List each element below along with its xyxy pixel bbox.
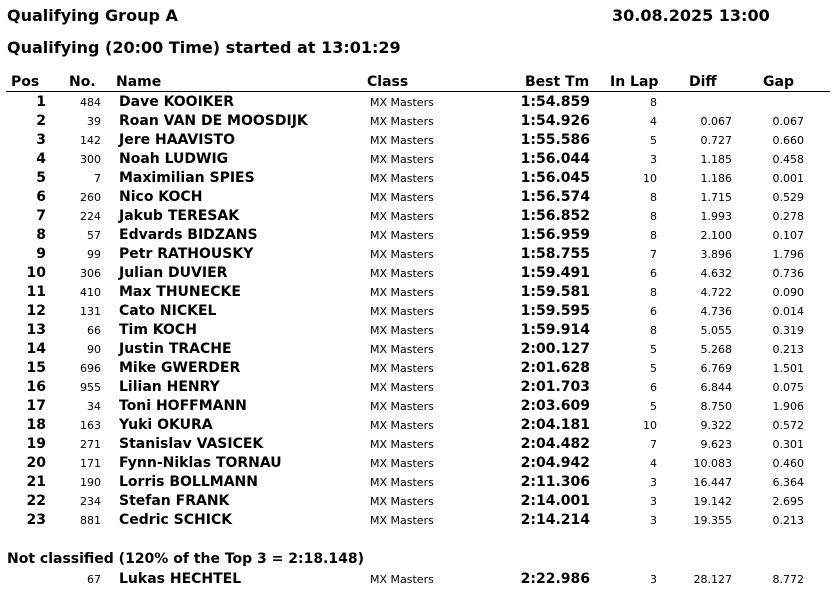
in-lap-cell: 5 — [650, 362, 657, 375]
class-cell: MX Masters — [370, 362, 434, 375]
header-gap: Gap — [763, 74, 794, 90]
diff-cell: 19.355 — [693, 514, 732, 527]
class-cell: MX Masters — [370, 286, 434, 299]
table-row — [0, 397, 836, 416]
rider-name-cell: Yuki OKURA — [119, 417, 213, 433]
number-cell: 57 — [87, 229, 101, 242]
best-time-cell: 2:00.127 — [520, 341, 590, 357]
class-cell: MX Masters — [370, 438, 434, 451]
in-lap-cell: 8 — [650, 324, 657, 337]
in-lap-cell: 5 — [650, 400, 657, 413]
best-time-cell: 1:54.926 — [520, 113, 590, 129]
in-lap-cell: 8 — [650, 96, 657, 109]
class-cell: MX Masters — [370, 115, 434, 128]
diff-cell: 9.322 — [700, 419, 732, 432]
table-row — [0, 226, 836, 245]
position-cell: 21 — [26, 474, 46, 490]
gap-cell: 2.695 — [772, 495, 804, 508]
header-class: Class — [367, 74, 409, 90]
gap-cell: 8.772 — [772, 573, 804, 586]
number-cell: 163 — [80, 419, 101, 432]
best-time-cell: 1:58.755 — [520, 246, 590, 262]
gap-cell: 1.796 — [772, 248, 804, 261]
number-cell: 190 — [80, 476, 101, 489]
position-cell: 13 — [26, 322, 46, 338]
rider-name-cell: Lukas HECHTEL — [119, 571, 242, 587]
position-cell: 3 — [36, 132, 46, 148]
position-cell: 5 — [36, 170, 46, 186]
table-row — [0, 359, 836, 378]
best-time-cell: 1:56.045 — [520, 170, 590, 186]
rider-name-cell: Stefan FRANK — [119, 493, 230, 509]
best-time-cell: 2:04.482 — [520, 436, 590, 452]
rider-name-cell: Toni HOFFMANN — [119, 398, 247, 414]
table-row — [0, 340, 836, 359]
best-time-cell: 1:55.586 — [520, 132, 590, 148]
position-cell: 18 — [26, 417, 46, 433]
table-row — [0, 207, 836, 226]
gap-cell: 0.213 — [772, 343, 804, 356]
class-cell: MX Masters — [370, 381, 434, 394]
number-cell: 881 — [80, 514, 101, 527]
table-row — [0, 264, 836, 283]
table-row — [0, 188, 836, 207]
in-lap-cell: 6 — [650, 381, 657, 394]
diff-cell: 8.750 — [700, 400, 732, 413]
diff-cell: 16.447 — [693, 476, 732, 489]
class-cell: MX Masters — [370, 457, 434, 470]
class-cell: MX Masters — [370, 153, 434, 166]
best-time-cell: 2:01.628 — [520, 360, 590, 376]
rider-name-cell: Nico KOCH — [119, 189, 203, 205]
session-subtitle: Qualifying (20:00 Time) started at 13:01:29 — [7, 38, 401, 57]
table-row — [0, 454, 836, 473]
class-cell: MX Masters — [370, 267, 434, 280]
rider-name-cell: Julian DUVIER — [119, 265, 228, 281]
number-cell: 142 — [80, 134, 101, 147]
table-row — [0, 321, 836, 340]
best-time-cell: 2:14.001 — [520, 493, 590, 509]
number-cell: 224 — [80, 210, 101, 223]
class-cell: MX Masters — [370, 400, 434, 413]
gap-cell: 1.906 — [772, 400, 804, 413]
in-lap-cell: 8 — [650, 229, 657, 242]
gap-cell: 0.075 — [772, 381, 804, 394]
diff-cell: 6.769 — [700, 362, 732, 375]
table-row — [0, 131, 836, 150]
position-cell: 11 — [26, 284, 46, 300]
best-time-cell: 1:56.574 — [520, 189, 590, 205]
rider-name-cell: Roan VAN DE MOOSDIJK — [119, 113, 308, 129]
rider-name-cell: Max THUNECKE — [119, 284, 241, 300]
number-cell: 39 — [87, 115, 101, 128]
diff-cell: 4.632 — [700, 267, 732, 280]
position-cell: 1 — [36, 94, 46, 110]
number-cell: 484 — [80, 96, 101, 109]
best-time-cell: 2:04.942 — [520, 455, 590, 471]
gap-cell: 0.107 — [772, 229, 804, 242]
number-cell: 7 — [94, 172, 101, 185]
in-lap-cell: 6 — [650, 267, 657, 280]
header-best-time: Best Tm — [525, 74, 590, 90]
gap-cell: 0.001 — [772, 172, 804, 185]
best-time-cell: 2:22.986 — [520, 571, 590, 587]
diff-cell: 0.727 — [700, 134, 732, 147]
best-time-cell: 1:54.859 — [520, 94, 590, 110]
rider-name-cell: Justin TRACHE — [119, 341, 232, 357]
rider-name-cell: Stanislav VASICEK — [119, 436, 264, 452]
rider-name-cell: Edvards BIDZANS — [119, 227, 258, 243]
header-no: No. — [69, 74, 96, 90]
rider-name-cell: Jakub TERESAK — [119, 208, 240, 224]
in-lap-cell: 3 — [650, 514, 657, 527]
gap-cell: 0.014 — [772, 305, 804, 318]
number-cell: 171 — [80, 457, 101, 470]
in-lap-cell: 5 — [650, 134, 657, 147]
diff-cell: 1.993 — [700, 210, 732, 223]
best-time-cell: 1:59.595 — [520, 303, 590, 319]
page-title: Qualifying Group A — [7, 6, 178, 25]
gap-cell: 0.529 — [772, 191, 804, 204]
number-cell: 234 — [80, 495, 101, 508]
position-cell: 4 — [36, 151, 46, 167]
number-cell: 306 — [80, 267, 101, 280]
best-time-cell: 2:14.214 — [520, 512, 590, 528]
table-row — [0, 112, 836, 131]
diff-cell: 1.715 — [700, 191, 732, 204]
in-lap-cell: 3 — [650, 476, 657, 489]
gap-cell: 0.213 — [772, 514, 804, 527]
rider-name-cell: Jere HAAVISTO — [119, 132, 235, 148]
gap-cell: 0.319 — [772, 324, 804, 337]
position-cell: 16 — [26, 379, 46, 395]
rider-name-cell: Lorris BOLLMANN — [119, 474, 258, 490]
number-cell: 90 — [87, 343, 101, 356]
in-lap-cell: 4 — [650, 115, 657, 128]
rider-name-cell: Maximilian SPIES — [119, 170, 255, 186]
session-datetime: 30.08.2025 13:00 — [612, 6, 770, 25]
number-cell: 696 — [80, 362, 101, 375]
position-cell: 7 — [36, 208, 46, 224]
table-row — [0, 416, 836, 435]
header-name: Name — [116, 74, 162, 90]
not-classified-label: Not classified (120% of the Top 3 = 2:18.148) — [7, 551, 364, 567]
header-diff: Diff — [689, 74, 717, 90]
number-cell: 955 — [80, 381, 101, 394]
rider-name-cell: Petr RATHOUSKY — [119, 246, 254, 262]
best-time-cell: 2:04.181 — [520, 417, 590, 433]
class-cell: MX Masters — [370, 134, 434, 147]
diff-cell: 4.722 — [700, 286, 732, 299]
position-cell: 23 — [26, 512, 46, 528]
position-cell: 2 — [36, 113, 46, 129]
best-time-cell: 1:56.044 — [520, 151, 590, 167]
best-time-cell: 1:59.914 — [520, 322, 590, 338]
diff-cell: 6.844 — [700, 381, 732, 394]
in-lap-cell: 8 — [650, 191, 657, 204]
table-row — [0, 511, 836, 530]
gap-cell: 0.736 — [772, 267, 804, 280]
in-lap-cell: 10 — [643, 172, 657, 185]
number-cell: 131 — [80, 305, 101, 318]
rider-name-cell: Noah LUDWIG — [119, 151, 229, 167]
position-cell: 17 — [26, 398, 46, 414]
gap-cell: 1.501 — [772, 362, 804, 375]
diff-cell: 3.896 — [700, 248, 732, 261]
in-lap-cell: 5 — [650, 343, 657, 356]
table-row — [0, 245, 836, 264]
table-row — [0, 473, 836, 492]
in-lap-cell: 8 — [650, 210, 657, 223]
number-cell: 66 — [87, 324, 101, 337]
in-lap-cell: 7 — [650, 248, 657, 261]
gap-cell: 0.572 — [772, 419, 804, 432]
number-cell: 410 — [80, 286, 101, 299]
class-cell: MX Masters — [370, 495, 434, 508]
diff-cell: 5.055 — [700, 324, 732, 337]
diff-cell: 10.083 — [693, 457, 732, 470]
best-time-cell: 2:01.703 — [520, 379, 590, 395]
gap-cell: 0.660 — [772, 134, 804, 147]
rider-name-cell: Dave KOOIKER — [119, 94, 234, 110]
in-lap-cell: 8 — [650, 286, 657, 299]
diff-cell: 2.100 — [700, 229, 732, 242]
number-cell: 271 — [80, 438, 101, 451]
table-row — [0, 283, 836, 302]
class-cell: MX Masters — [370, 324, 434, 337]
class-cell: MX Masters — [370, 514, 434, 527]
number-cell: 300 — [80, 153, 101, 166]
position-cell: 22 — [26, 493, 46, 509]
class-cell: MX Masters — [370, 210, 434, 223]
number-cell: 260 — [80, 191, 101, 204]
best-time-cell: 1:56.959 — [520, 227, 590, 243]
table-row — [0, 93, 836, 112]
in-lap-cell: 7 — [650, 438, 657, 451]
number-cell: 99 — [87, 248, 101, 261]
class-cell: MX Masters — [370, 419, 434, 432]
class-cell: MX Masters — [370, 573, 434, 586]
best-time-cell: 2:11.306 — [520, 474, 590, 490]
position-cell: 20 — [26, 455, 46, 471]
header-in-lap: In Lap — [610, 74, 659, 90]
diff-cell: 1.186 — [700, 172, 732, 185]
class-cell: MX Masters — [370, 172, 434, 185]
diff-cell: 5.268 — [700, 343, 732, 356]
class-cell: MX Masters — [370, 476, 434, 489]
rider-name-cell: Fynn-Niklas TORNAU — [119, 455, 282, 471]
diff-cell: 0.067 — [700, 115, 732, 128]
table-row — [0, 492, 836, 511]
diff-cell: 28.127 — [693, 573, 732, 586]
diff-cell: 19.142 — [693, 495, 732, 508]
gap-cell: 0.460 — [772, 457, 804, 470]
position-cell: 6 — [36, 189, 46, 205]
gap-cell: 0.458 — [772, 153, 804, 166]
rider-name-cell: Cato NICKEL — [119, 303, 217, 319]
in-lap-cell: 4 — [650, 457, 657, 470]
number-cell: 34 — [87, 400, 101, 413]
table-row — [0, 169, 836, 188]
table-row — [0, 378, 836, 397]
gap-cell: 0.301 — [772, 438, 804, 451]
in-lap-cell: 3 — [650, 495, 657, 508]
class-cell: MX Masters — [370, 229, 434, 242]
class-cell: MX Masters — [370, 343, 434, 356]
in-lap-cell: 3 — [650, 153, 657, 166]
diff-cell: 1.185 — [700, 153, 732, 166]
class-cell: MX Masters — [370, 305, 434, 318]
rider-name-cell: Mike GWERDER — [119, 360, 241, 376]
in-lap-cell: 6 — [650, 305, 657, 318]
rider-name-cell: Cedric SCHICK — [119, 512, 233, 528]
position-cell: 15 — [26, 360, 46, 376]
position-cell: 8 — [36, 227, 46, 243]
position-cell: 10 — [26, 265, 46, 281]
in-lap-cell: 10 — [643, 419, 657, 432]
table-row — [0, 150, 836, 169]
best-time-cell: 1:59.581 — [520, 284, 590, 300]
rider-name-cell: Lilian HENRY — [119, 379, 220, 395]
best-time-cell: 1:56.852 — [520, 208, 590, 224]
table-row — [0, 302, 836, 321]
position-cell: 9 — [36, 246, 46, 262]
position-cell: 19 — [26, 436, 46, 452]
best-time-cell: 1:59.491 — [520, 265, 590, 281]
diff-cell: 4.736 — [700, 305, 732, 318]
position-cell: 12 — [26, 303, 46, 319]
position-cell: 14 — [26, 341, 46, 357]
header-divider — [6, 91, 830, 92]
diff-cell: 9.623 — [700, 438, 732, 451]
rider-name-cell: Tim KOCH — [119, 322, 197, 338]
gap-cell: 0.090 — [772, 286, 804, 299]
class-cell: MX Masters — [370, 191, 434, 204]
best-time-cell: 2:03.609 — [520, 398, 590, 414]
number-cell: 67 — [87, 573, 101, 586]
table-row — [0, 435, 836, 454]
table-row — [0, 570, 836, 589]
gap-cell: 0.067 — [772, 115, 804, 128]
gap-cell: 6.364 — [772, 476, 804, 489]
class-cell: MX Masters — [370, 248, 434, 261]
header-pos: Pos — [11, 74, 40, 90]
in-lap-cell: 3 — [650, 573, 657, 586]
class-cell: MX Masters — [370, 96, 434, 109]
gap-cell: 0.278 — [772, 210, 804, 223]
